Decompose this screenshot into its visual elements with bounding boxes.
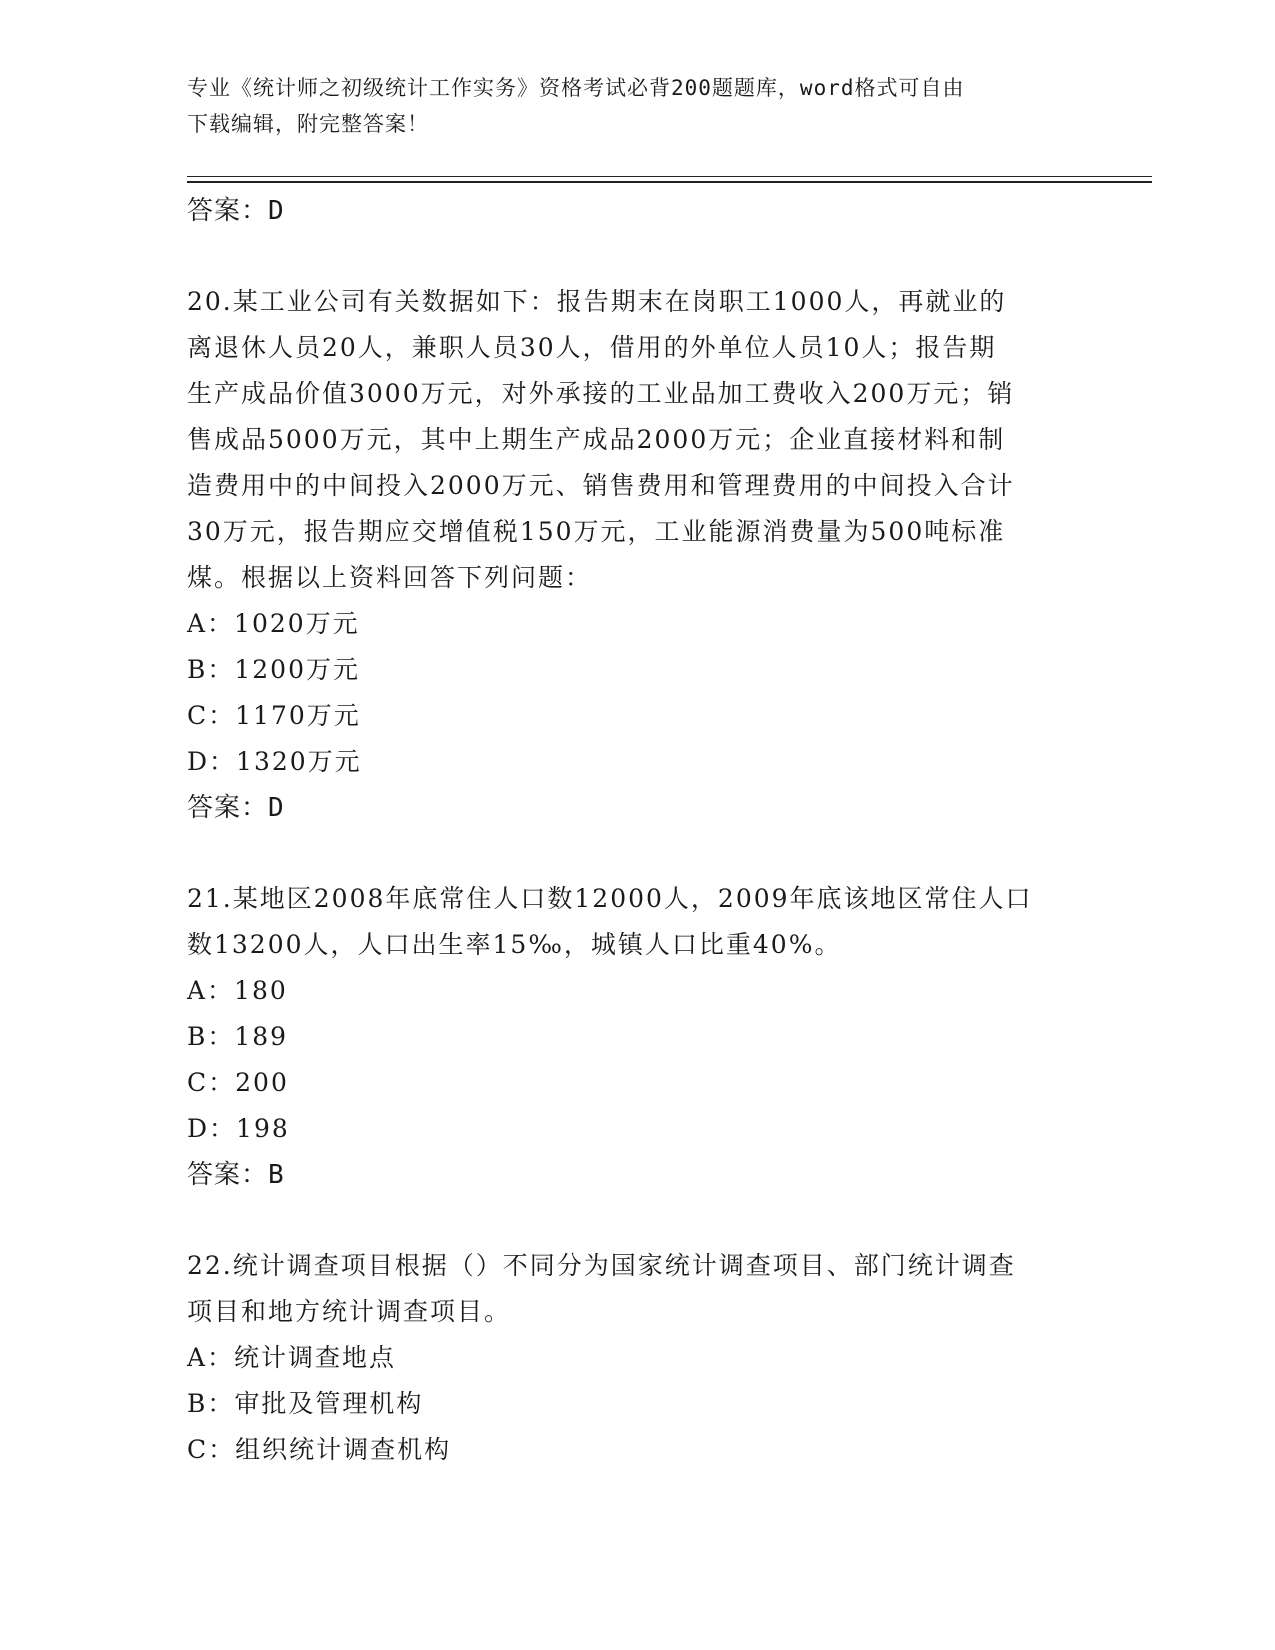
document-header [187,70,1067,142]
answer-label: 答案： [187,196,269,226]
question-20-option-a: A：1020万元 [187,609,360,638]
question-22-option-b: B：审批及管理机构 [187,1389,424,1418]
question-20-option-b: B：1200万元 [187,655,360,684]
question-22-option-a: A：统计调查地点 [187,1343,397,1372]
question-21-option-b: B：189 [187,1022,289,1051]
question-22-line-1: 22.统计调查项目根据（）不同分为国家统计调查项目、部门统计调查 [187,1251,1016,1280]
question-20-option-d: D：1320万元 [187,747,362,776]
answer-line-19 [187,188,1087,234]
question-20-line-2: 离退休人员20人，兼职人员30人，借用的外单位人员10人；报告期 [187,333,997,362]
question-21-line-2: 数13200人，人口出生率15‰，城镇人口比重40%。 [187,930,842,959]
spacer [187,1198,1087,1243]
answer-label: 答案： [187,793,269,823]
question-22-line-2: 项目和地方统计调查项目。 [187,1297,512,1326]
spacer [187,831,1087,876]
question-21 [187,876,1087,1198]
answer-line-20 [187,785,1087,831]
header-line-1: 专业《统计师之初级统计工作实务》资格考试必背200题题库，word格式可自由 [187,76,965,100]
header-divider-thick [187,181,1152,183]
question-20-line-3: 生产成品价值3000万元，对外承接的工业品加工费收入200万元；销 [187,379,1015,408]
question-21-option-c: C：200 [187,1068,289,1097]
question-20 [187,279,1087,831]
answer-value: B [268,1160,285,1190]
answer-value: D [268,793,285,823]
answer-line-21 [187,1152,1087,1198]
question-21-option-d: D：198 [187,1114,290,1143]
header-line-2: 下载编辑，附完整答案！ [187,112,429,136]
spacer [187,234,1087,279]
question-22-option-c: C：组织统计调查机构 [187,1435,452,1464]
question-20-line-5: 造费用中的中间投入2000万元、销售费用和管理费用的中间投入合计 [187,471,1015,500]
question-20-line-4: 售成品5000万元，其中上期生产成品2000万元；企业直接材料和制 [187,425,1006,454]
document-body [187,188,1087,1473]
question-20-line-7: 煤。根据以上资料回答下列问题： [187,563,593,592]
question-21-line-1: 21.某地区2008年底常住人口数12000人，2009年底该地区常住人口 [187,884,1033,913]
header-divider-thin [187,176,1152,177]
answer-value: D [268,196,285,226]
question-22 [187,1243,1087,1473]
question-20-line-1: 20.某工业公司有关数据如下：报告期末在岗职工1000人，再就业的 [187,287,1007,316]
question-21-option-a: A：180 [187,976,288,1005]
question-20-line-6: 30万元，报告期应交增值税150万元，工业能源消费量为500吨标准 [187,517,1006,546]
question-20-option-c: C：1170万元 [187,701,361,730]
answer-label: 答案： [187,1160,269,1190]
